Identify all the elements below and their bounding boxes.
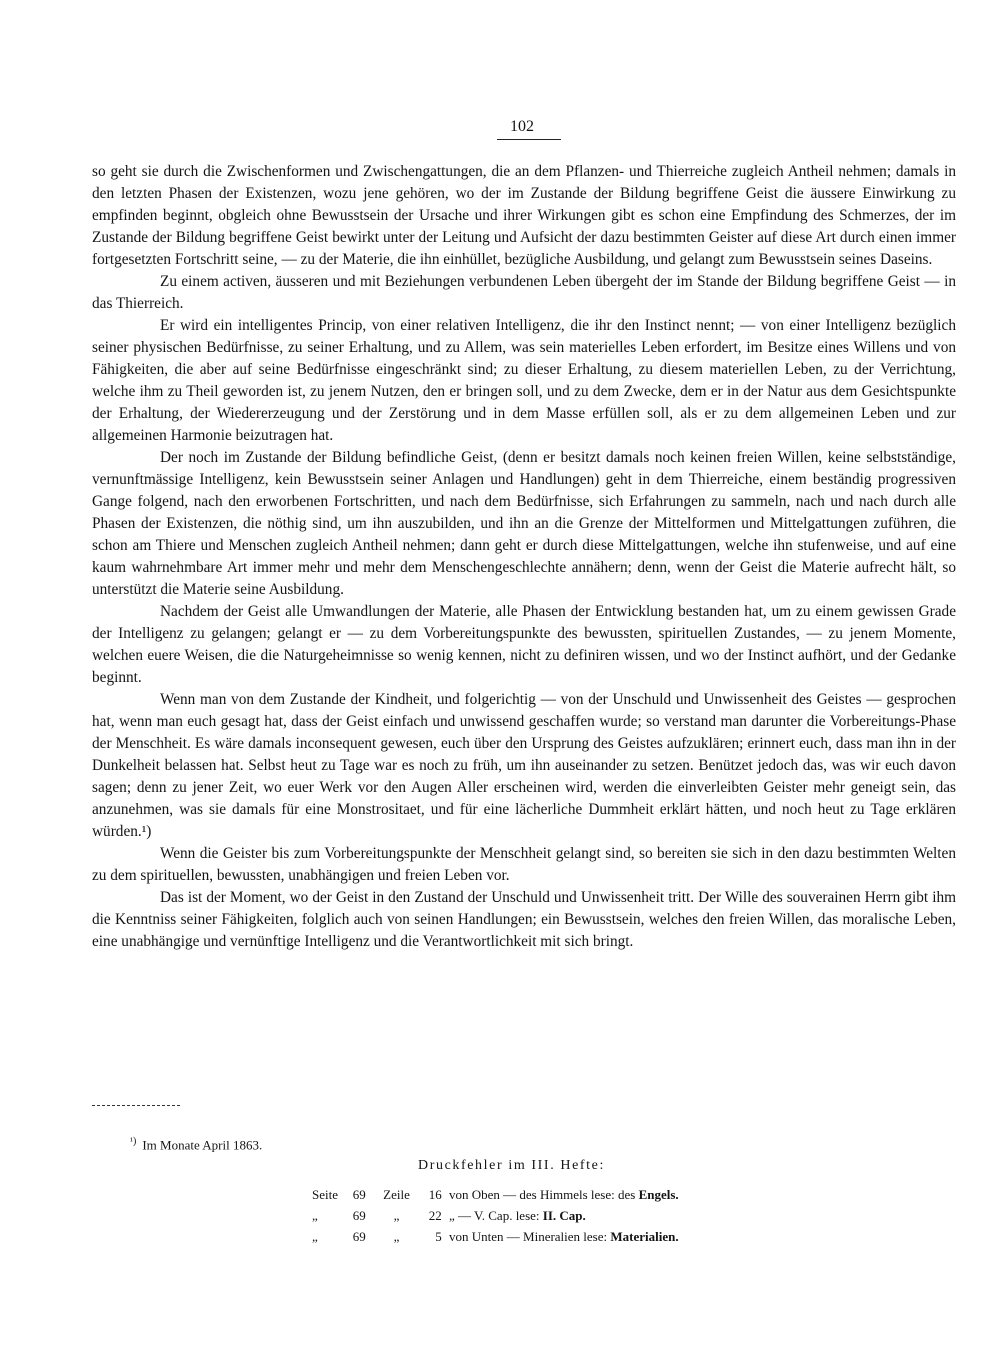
errata-page: 69 <box>352 1229 366 1244</box>
errata-page: 69 <box>352 1208 366 1223</box>
errata-page: 69 <box>352 1187 366 1202</box>
paragraph-7: Wenn die Geister bis zum Vorbereitungspunkte der Menschheit gelangt sind, so bereiten sie sich in den dazu bestimmten Welten zu dem spirituellen, bewussten, unabhängigen und freien Leben vor. <box>92 845 956 884</box>
errata-text: „ — V. Cap. lese: <box>449 1208 540 1223</box>
errata-zeile: „ <box>393 1229 400 1244</box>
errata-seite: „ <box>312 1208 318 1223</box>
errata-line: 16 <box>428 1187 442 1202</box>
errata-seite: „ <box>312 1229 318 1244</box>
errata-line: 5 <box>435 1229 442 1244</box>
footnote-marker: ¹) <box>130 1136 137 1147</box>
errata-line: 22 <box>428 1208 442 1223</box>
footnote-rule <box>92 1105 180 1106</box>
errata-seite: Seite <box>312 1187 338 1202</box>
paragraph-2: Zu einem activen, äusseren und mit Beziehungen verbundenen Leben übergeht der im Stande der Bildung begriffene Geist — in das Thierreich. <box>92 273 956 312</box>
errata-text: von Unten — Mineralien lese: <box>449 1229 608 1244</box>
errata-row <box>312 1184 679 1205</box>
paragraph-8: Das ist der Moment, wo der Geist in den Zustand der Unschuld und Unwissenheit tritt. Der Wille des souverainen Herrn gibt ihm die Kenntniss seiner Fähigkeiten, folglich auch von seinen Handlungen; ein Bewusstsein, welches den freien Willen, das moralische Leben, eine unabhängige und vernünftige Intelligenz und die Verantwortlichkeit mit sich bringt. <box>92 889 956 950</box>
paragraph-5: Nachdem der Geist alle Umwandlungen der Materie, alle Phasen der Entwicklung bestanden hat, um zu einem gewissen Grade der Intelligenz zu gelangen; gelangt er — zu dem Vorbereitungspunkte des bewussten, spirituellen Zustandes, — zu jenem Momente, welchen euere Weisen, die die Naturgeheimnisse so wenig kennen, nicht zu definiren wissen, und wo der Instinct aufhört, und der Gedanke beginnt. <box>92 603 956 686</box>
page-number-rule <box>497 139 561 140</box>
paragraph-4: Der noch im Zustande der Bildung befindliche Geist, (denn er besitzt damals noch keinen freien Willen, keine selbstständige, vernunftmässige Intelligenz, kein Bewusstsein seiner Anlagen und Handlungen) geht in dem Thierreiche, einem beständig progressiven Gange folgend, nach den erworbenen Fortschritten, und nach dem Bedürfnisse, sich Erfahrungen zu sammeln, nach und nach durch alle Phasen der Existenzen, die nöthig sind, um ihn auszubilden, und ihn an die Grenze der Mittelformen und Mittelgattungen zuführen, die schon am Thiere und Menschen zugleich Antheil nehmen; dann geht er durch diese Mittelgattungen, welche ihn stufenweise, und auf eine kaum wahrnehmbare Art immer mehr und mehr dem Menschengeschlechte annähern; denn, wenn der Geist die Materie aufrecht hält, so unterstützt die Materie seine Ausbildung. <box>92 449 956 598</box>
errata-zeile: „ <box>393 1208 400 1223</box>
footnote <box>130 1133 262 1154</box>
paragraph-6: Wenn man von dem Zustande der Kindheit, und folgerichtig — von der Unschuld und Unwissenheit des Geistes — gesprochen hat, wenn man euch gesagt hat, dass der Geist einfach und unwissend geschaffen wurde; so verstand man darunter die Vorbereitungs-Phase der Menschheit. Es wäre damals inconsequent gewesen, euch über den Ursprung des Geistes aufzuklären; erinnert euch, dass man ihn in der Dunkelheit belassen hat. Selbst heut zu Tage war es noch zu früh, um ihn auseinander zu setzen. Benützet jedoch das, was wir euch davon sagen; denn zu jener Zeit, wo euer Werk vor den Augen Aller erscheinen wird, werden die einverleibten Geister mehr geneigt sein, das anzunehmen, was sie damals für eine Monstrositaet, und für eine lächerliche Dummheit erklärt hätten, und noch heut zu Tage erklären würden.¹) <box>92 691 956 840</box>
errata-title: Druckfehler im III. Hefte: <box>418 1158 605 1173</box>
errata-correction: Engels. <box>638 1187 679 1202</box>
footnote-text: Im Monate April 1863. <box>142 1137 263 1153</box>
errata-row <box>312 1205 679 1226</box>
body-text <box>92 161 956 953</box>
errata-correction: II. Cap. <box>542 1208 586 1223</box>
errata-row <box>312 1226 679 1247</box>
errata-zeile: Zeile <box>383 1187 410 1202</box>
errata-correction: Materialien. <box>610 1229 679 1244</box>
errata-list <box>312 1184 679 1247</box>
page-number: 102 <box>510 118 534 135</box>
errata-text: von Oben — des Himmels lese: des <box>449 1187 636 1202</box>
paragraph-1: so geht sie durch die Zwischenformen und Zwischengattungen, die an dem Pflanzen- und Thierreiche zugleich Antheil nehmen; damals in den letzten Phasen der Existenzen, wozu jene gehören, wo der im Zustande der Bildung begriffene Geist die äussere Einwirkung zu empfinden beginnt, obgleich ohne Bewusstsein der Ursache und ihrer Wirkungen gibt es schon eine Empfindung des Schmerzes, der im Zustande der Bildung begriffene Geist bewirkt unter der Leitung und Aufsicht der dazu bestimmten Geister auf diese Art durch einen immer fortgesetzten Fortschritt seine, — zu der Materie, die ihn einhüllet, bezügliche Ausbildung, und gelangt zum Bewusstsein seines Daseins. <box>92 163 956 268</box>
paragraph-3: Er wird ein intelligentes Princip, von einer relativen Intelligenz, die ihr den Instinct nennt; — von einer Intelligenz bezüglich seiner physischen Bedürfnisse, zu seiner Erhaltung, und zu Allem, was sein materielles Leben erfordert, im Besitze eines Willens und von Fähigkeiten, die aber auf seine Bedürfnisse eingeschränkt sind; zu dieser Erhaltung, zu diesem materiellen Leben, zu der Verrichtung, welche ihm zu Theil geworden ist, zu jenem Nutzen, den er bringen soll, und zu dem Zwecke, dem er in der Natur aus dem Gesichtspunkte der Erhaltung, der Wiedererzeugung und der Zerstörung und in dem Masse erfüllen soll, als er zu dem allgemeinen Leben und zur allgemeinen Harmonie beizutragen hat. <box>92 317 956 444</box>
